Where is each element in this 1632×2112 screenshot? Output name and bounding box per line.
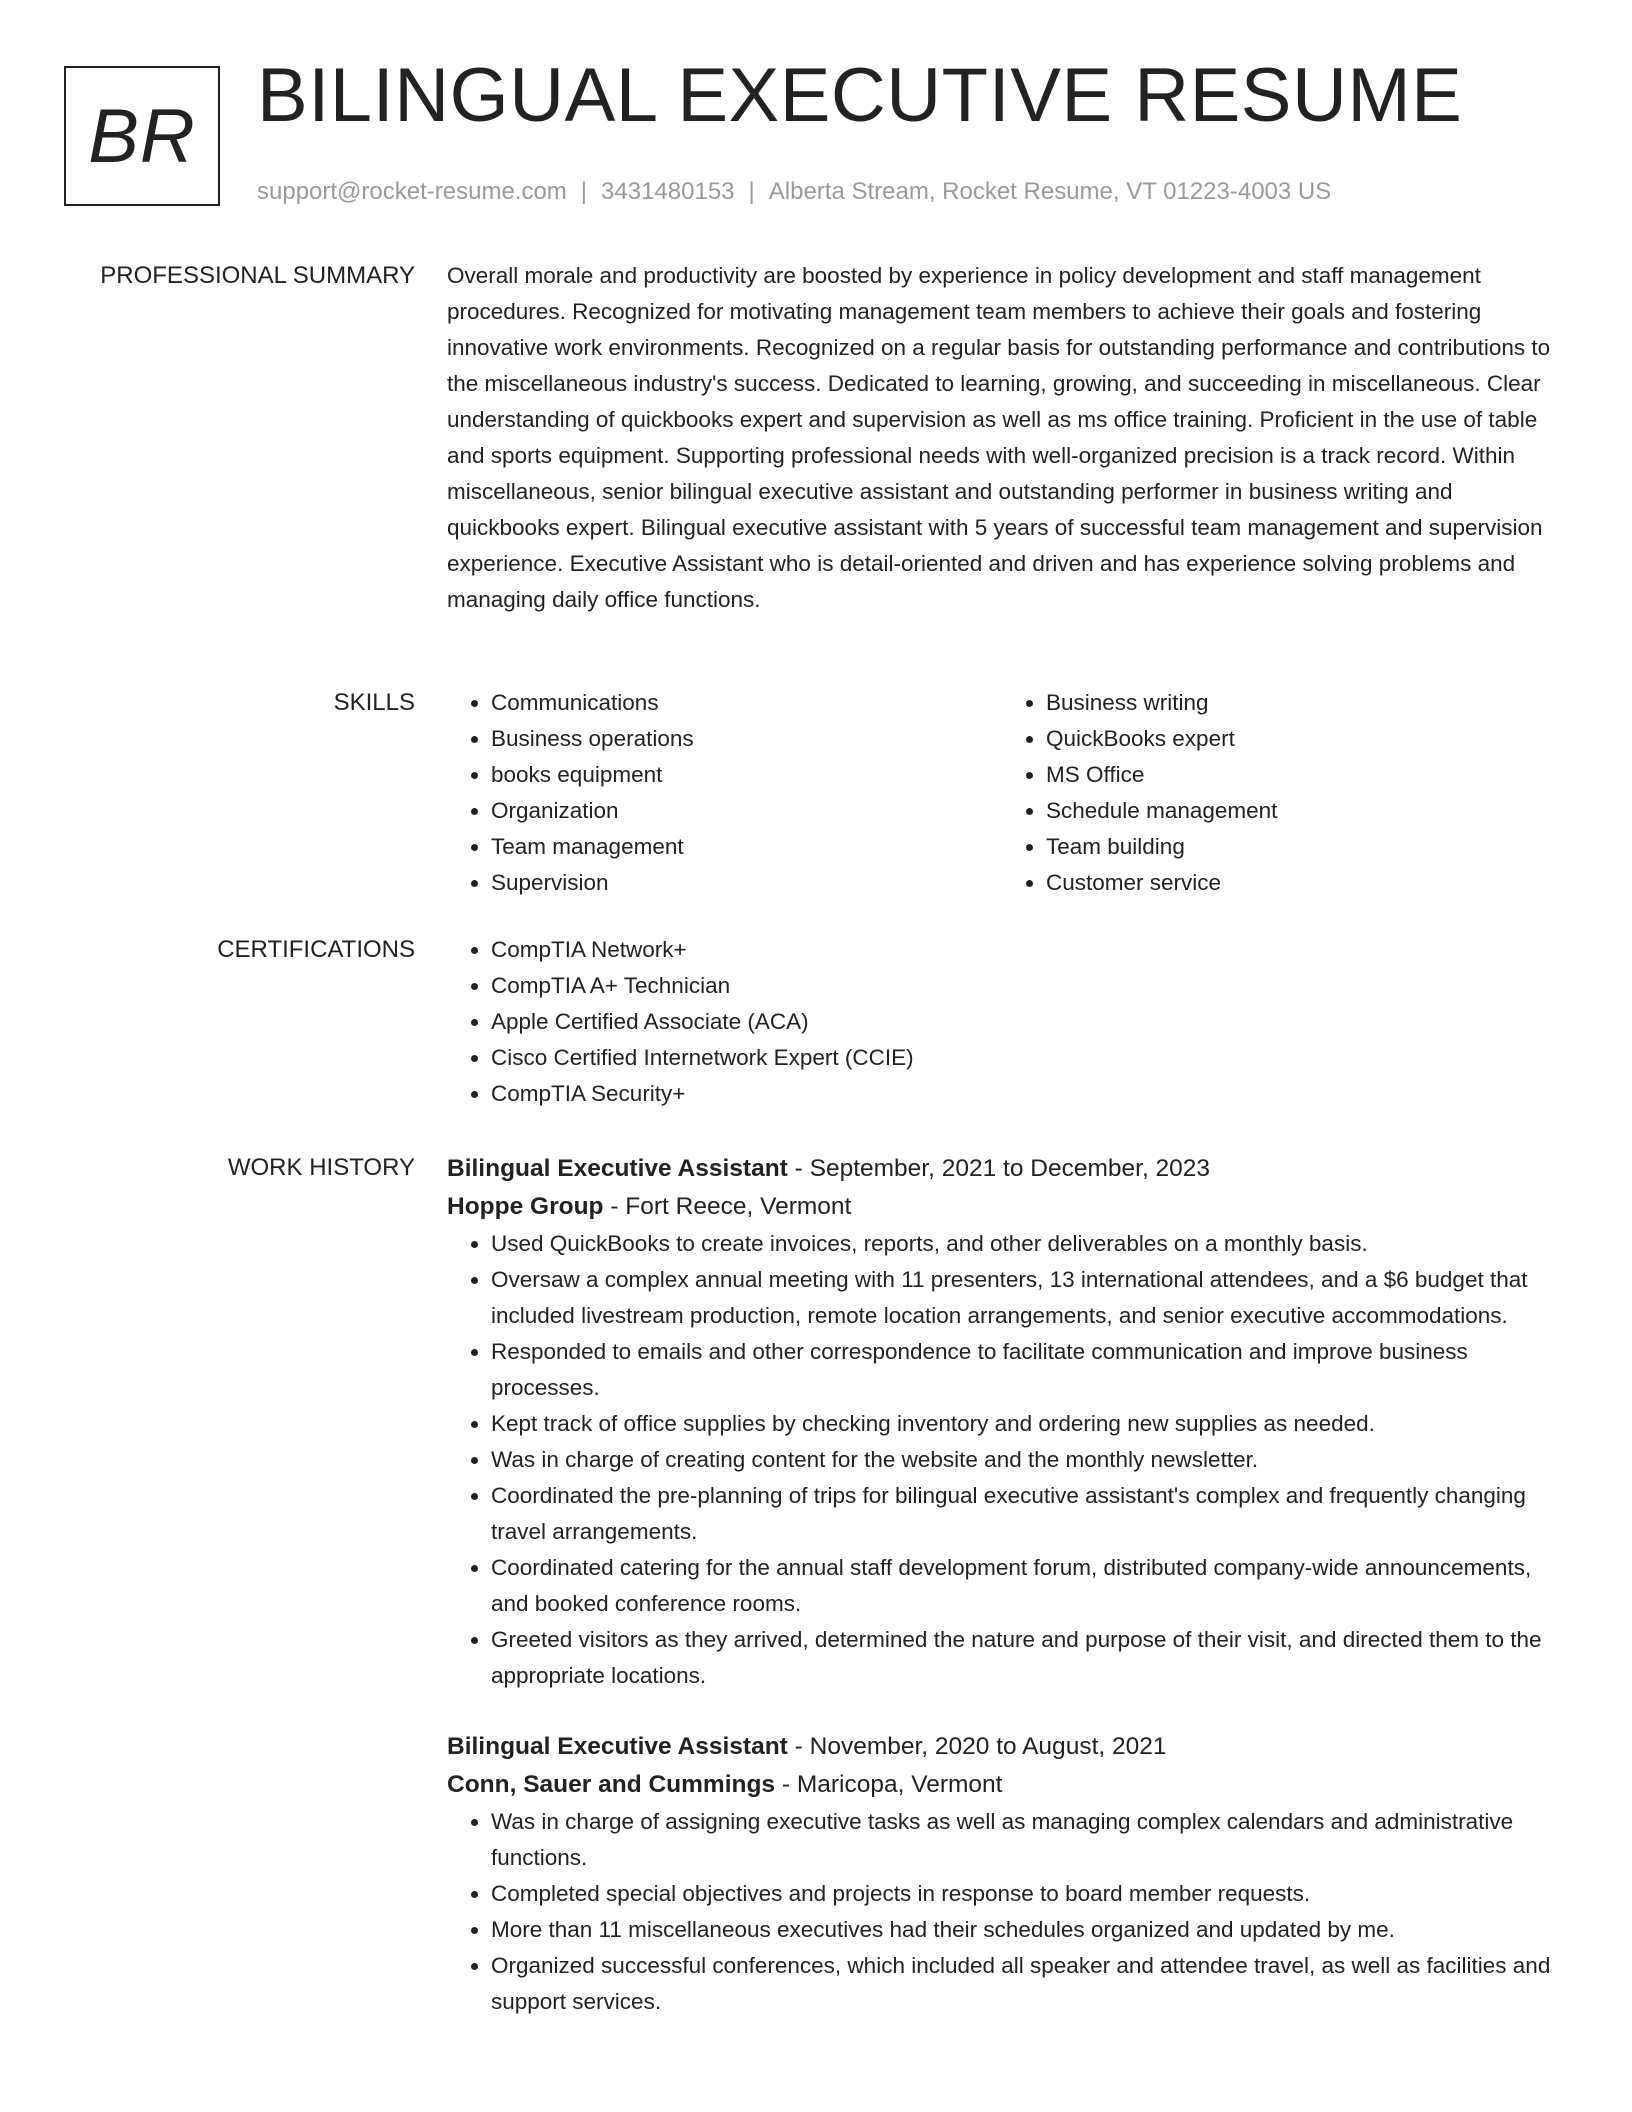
summary-text: Overall morale and productivity are boosted by experience in policy development and staff management procedures. Recognized for motivating management team members to achieve their goals and fostering innovative work environments. Recognized on a regular basis for outstanding performance and contributions to the miscellaneous industry's success. Dedicated to learning, growing, and succeeding in miscellaneous. Clear understanding of quickbooks expert and supervision as well as ms office training. Proficient in the use of table and sports equipment. Supporting professional needs with well-organized precision is a track record. Within miscellaneous, senior bilingual executive assistant and outstanding performer in business writing and quickbooks expert. Bilingual executive assistant with 5 years of successful team management and supervision experience. Executive Assistant who is detail-oriented and driven and has experience solving problems and managing daily office functions. xyxy=(447,263,1551,612)
certification-item: • Apple Certified Associate (ACA) xyxy=(491,1004,1557,1040)
skill-item: • Business operations xyxy=(491,721,1002,757)
job-bullet: • Was in charge of creating content for the website and the monthly newsletter. xyxy=(491,1442,1557,1478)
skill-item: • Team building xyxy=(1046,829,1557,865)
contact-phone: 3431480153 xyxy=(601,178,735,205)
job-bullet: • More than 11 miscellaneous executives had their schedules organized and updated by me. xyxy=(491,1912,1557,1948)
job-company-line xyxy=(447,1188,1557,1226)
skills-list-left xyxy=(447,685,1002,901)
job-bullets xyxy=(447,1804,1557,2020)
job-entry xyxy=(447,1150,1557,1694)
job-bullets xyxy=(447,1226,1557,1694)
job-bullet: • Greeted visitors as they arrived, determined the nature and purpose of their visit, and directed them to the appropriate locations. xyxy=(491,1622,1557,1694)
contact-email[interactable]: support@rocket-resume.com xyxy=(257,178,567,205)
job-title-line xyxy=(447,1728,1557,1766)
skill-item: • Communications xyxy=(491,685,1002,721)
certification-item: • CompTIA A+ Technician xyxy=(491,968,1557,1004)
section-label-certifications: CERTIFICATIONS xyxy=(217,936,415,963)
skill-item: • QuickBooks expert xyxy=(1046,721,1557,757)
skill-item: • Supervision xyxy=(491,865,1002,901)
job-location: - Fort Reece, Vermont xyxy=(610,1193,852,1220)
job-title: Bilingual Executive Assistant xyxy=(447,1733,788,1760)
job-bullet: • Responded to emails and other correspondence to facilitate communication and improve business processes. xyxy=(491,1334,1557,1406)
skill-item: • Team management xyxy=(491,829,1002,865)
section-label-work-history: WORK HISTORY xyxy=(227,1154,415,1181)
job-bullet: • Completed special objectives and projects in response to board member requests. xyxy=(491,1876,1557,1912)
job-bullet: • Coordinated catering for the annual staff development forum, distributed company-wide announcements, and booked conference rooms. xyxy=(491,1550,1557,1622)
job-dates: - September, 2021 to December, 2023 xyxy=(794,1155,1211,1182)
job-location: - Maricopa, Vermont xyxy=(781,1771,1003,1798)
certification-item: • CompTIA Network+ xyxy=(491,932,1557,968)
job-bullet: • Was in charge of assigning executive tasks as well as managing complex calendars and administrative functions. xyxy=(491,1804,1557,1876)
contact-separator: | xyxy=(580,178,588,205)
job-company-line xyxy=(447,1766,1557,1804)
job-bullet: • Kept track of office supplies by checking inventory and ordering new supplies as needed. xyxy=(491,1406,1557,1442)
skill-item: • Organization xyxy=(491,793,1002,829)
resume-title: BILINGUAL EXECUTIVE RESUME xyxy=(257,53,1463,138)
certifications-list xyxy=(447,932,1557,1112)
job-bullet: • Used QuickBooks to create invoices, reports, and other deliverables on a monthly basis. xyxy=(491,1226,1557,1262)
section-label-summary: PROFESSIONAL SUMMARY xyxy=(100,262,415,289)
job-title-line xyxy=(447,1150,1557,1188)
skill-item: • MS Office xyxy=(1046,757,1557,793)
skills-list-right xyxy=(1002,685,1557,901)
certification-item: • Cisco Certified Internetwork Expert (CCIE) xyxy=(491,1040,1557,1076)
skill-item: • Schedule management xyxy=(1046,793,1557,829)
contact-separator: | xyxy=(748,178,755,205)
job-dates: - November, 2020 to August, 2021 xyxy=(794,1733,1167,1760)
job-bullet: • Oversaw a complex annual meeting with 11 presenters, 13 international attendees, and a $6 budget that included livestream production, remote location arrangements, and senior executive accommodations. xyxy=(491,1262,1557,1334)
section-label-skills: SKILLS xyxy=(333,689,415,716)
job-title: Bilingual Executive Assistant xyxy=(447,1155,788,1182)
contact-address: Alberta Stream, Rocket Resume, VT 01223-4003 US xyxy=(768,178,1332,205)
job-company: Hoppe Group xyxy=(447,1193,604,1220)
skill-item: • books equipment xyxy=(491,757,1002,793)
job-bullet: • Organized successful conferences, which included all speaker and attendee travel, as well as facilities and support services. xyxy=(491,1948,1557,2020)
skill-item: • Business writing xyxy=(1046,685,1557,721)
monogram-logo: BR xyxy=(64,66,220,206)
job-company: Conn, Sauer and Cummings xyxy=(447,1771,776,1798)
contact-line xyxy=(257,178,1331,206)
job-entry xyxy=(447,1728,1557,2020)
skill-item: • Customer service xyxy=(1046,865,1557,901)
certification-item: • CompTIA Security+ xyxy=(491,1076,1557,1112)
job-bullet: • Coordinated the pre-planning of trips for bilingual executive assistant's complex and frequently changing travel arrangements. xyxy=(491,1478,1557,1550)
